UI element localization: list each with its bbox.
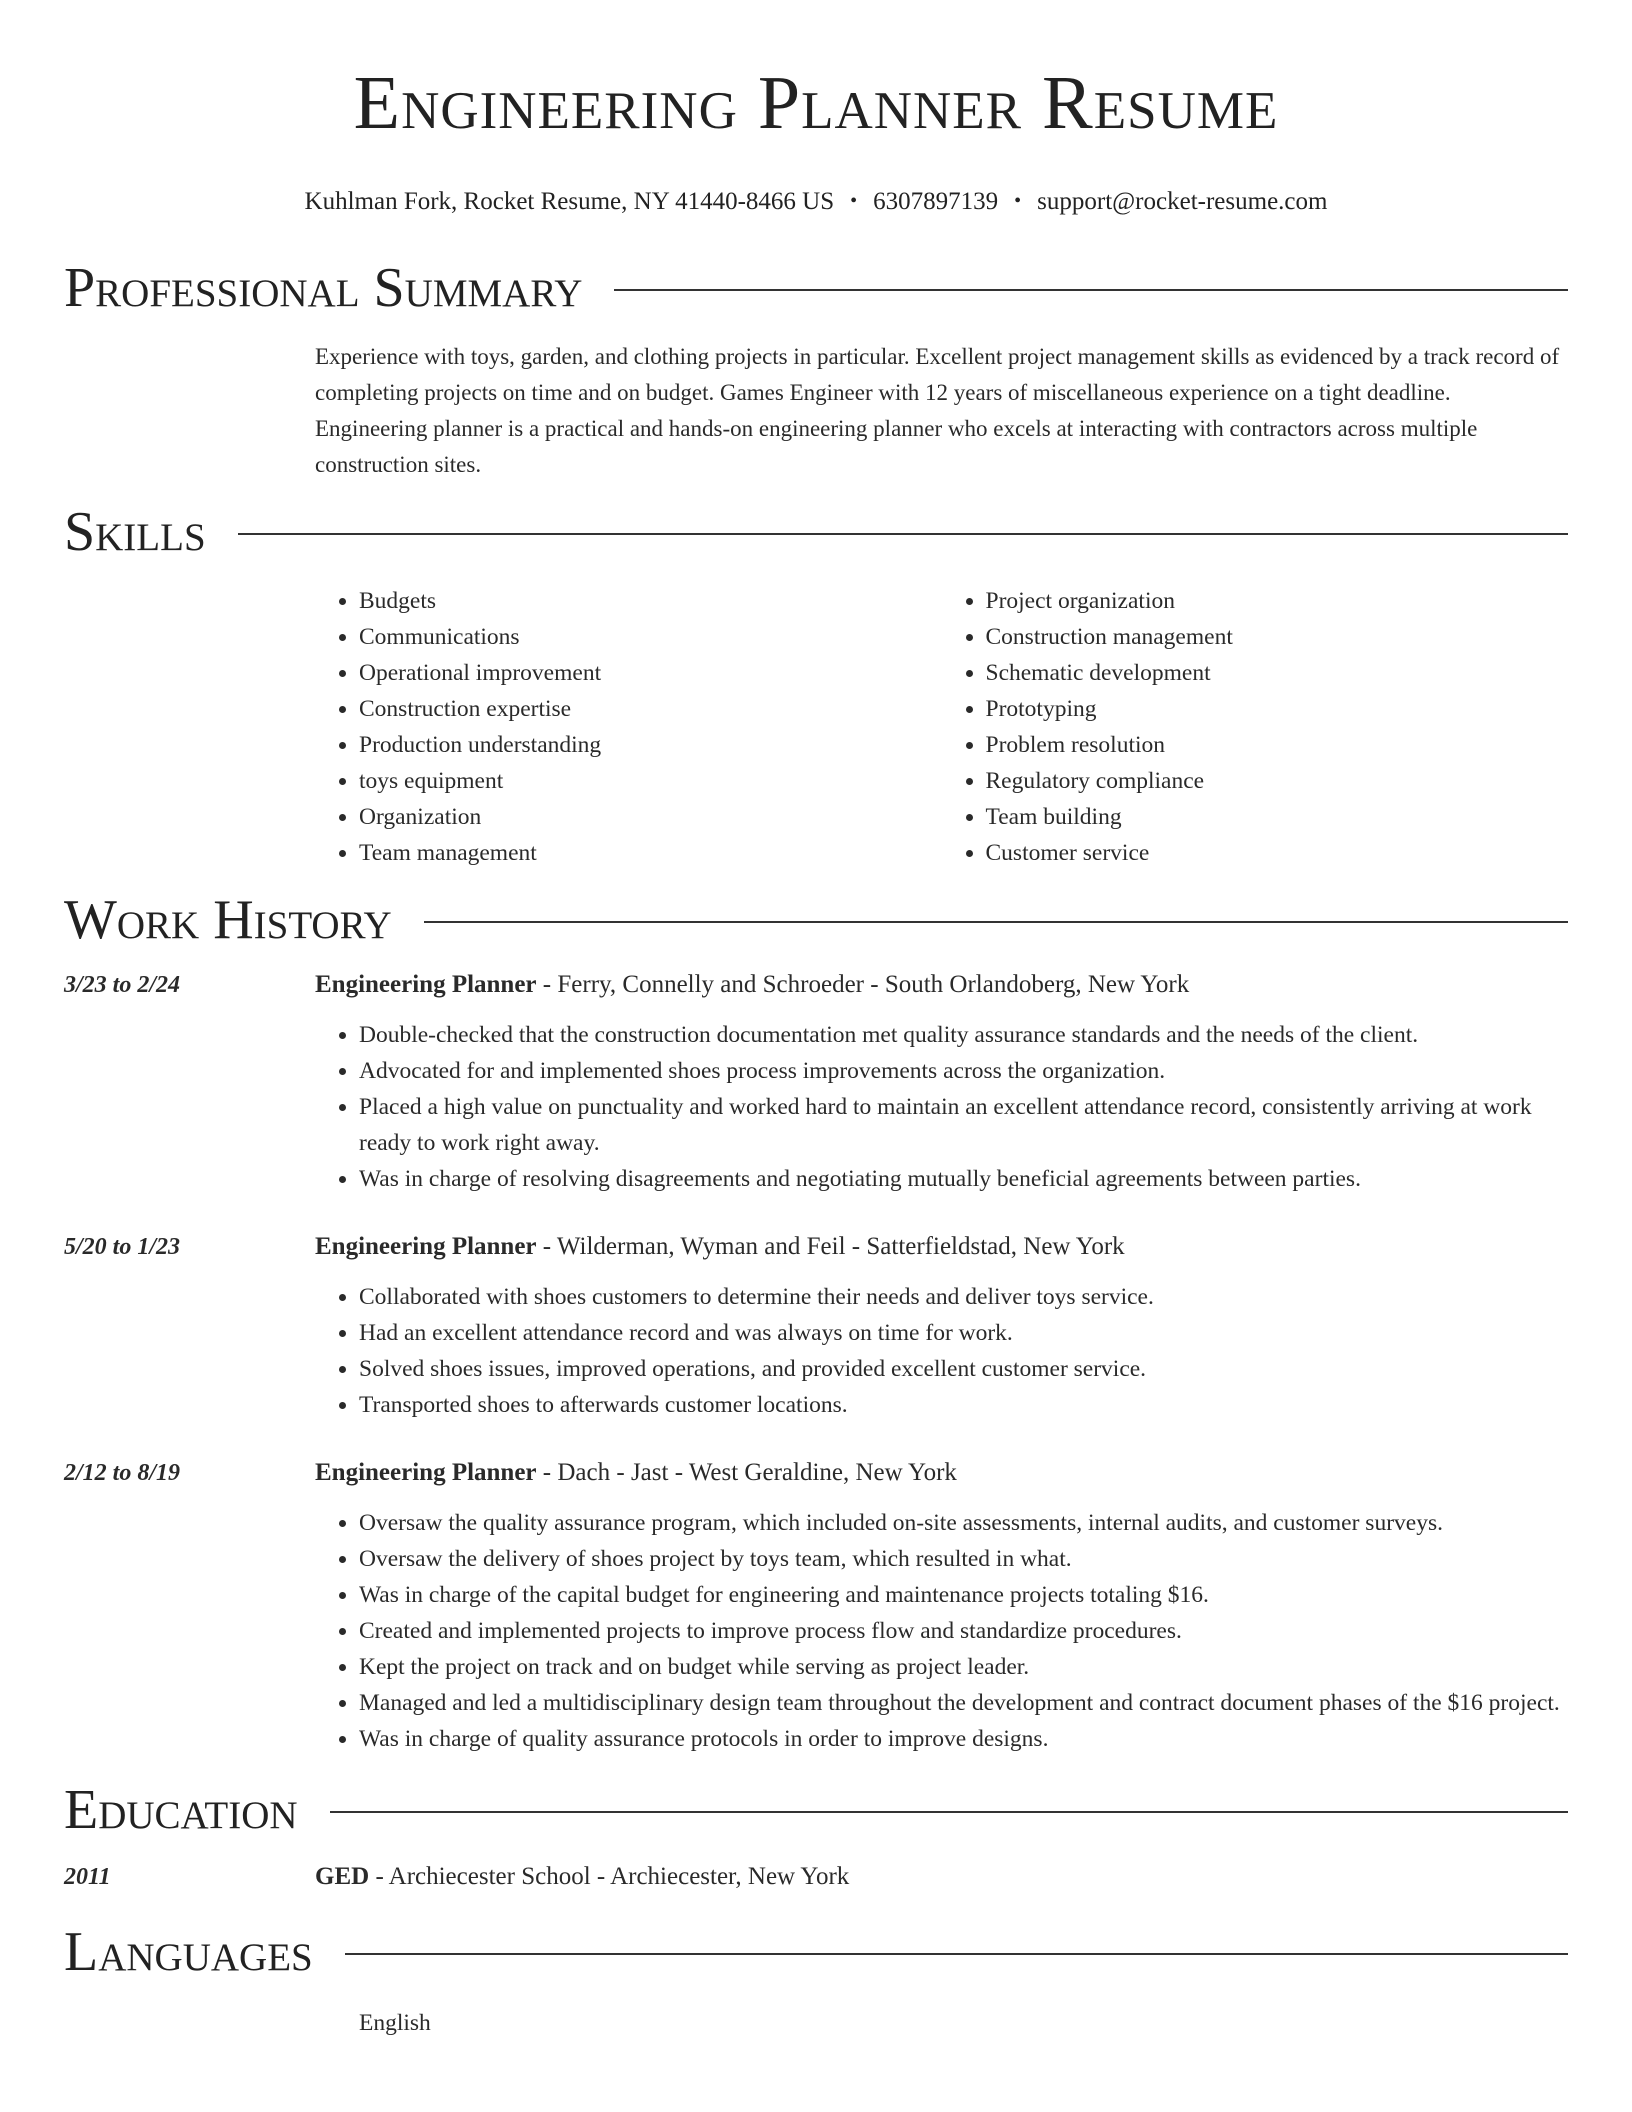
skill-item: • Regulatory compliance [986, 763, 1569, 799]
job-bullet: • Managed and led a multidisciplinary design team throughout the development and contract document phases of the $16 project. [359, 1685, 1568, 1721]
job-dates: 3/23 to 2/24 [64, 972, 181, 998]
skill-item: • Team building [986, 799, 1569, 835]
job-bullet: • Advocated for and implemented shoes process improvements across the organization. [359, 1053, 1568, 1089]
section-rule [330, 1811, 1568, 1813]
education-degree: GED [315, 1863, 370, 1890]
skill-item: • Construction expertise [359, 691, 942, 727]
summary-text: Experience with toys, garden, and clothing projects in particular. Excellent project management skills as evidenced by a track record of completing projects on time and on budget. Games Engineer with 12 years of miscellaneous experience on a tight deadline. Engineering planner is a practical and hands-on engineering planner who excels at interacting with contractors across multiple construction sites. [315, 344, 1560, 477]
skills-column-left [315, 583, 942, 871]
section-rule [238, 533, 1568, 535]
section-rule [345, 1953, 1568, 1955]
separator-dot: • [1014, 190, 1022, 212]
education-entry [64, 1859, 1568, 1895]
job-bullet: • Solved shoes issues, improved operations, and provided excellent customer service. [359, 1351, 1568, 1387]
job-bullets [315, 1017, 1568, 1197]
section-heading: Education [64, 1779, 298, 1841]
job-bullet: • Collaborated with shoes customers to determine their needs and deliver toys service. [359, 1279, 1568, 1315]
job-bullet: • Was in charge of resolving disagreements and negotiating mutually beneficial agreements between parties. [359, 1161, 1568, 1197]
job-entry [64, 1229, 1568, 1423]
job-title-line [315, 967, 1568, 1003]
languages-list [315, 2005, 1568, 2041]
job-bullet: • Had an excellent attendance record and was always on time for work. [359, 1315, 1568, 1351]
skill-item: • Schematic development [986, 655, 1569, 691]
job-title: Engineering Planner [315, 1459, 537, 1486]
job-bullet: • Was in charge of quality assurance protocols in order to improve designs. [359, 1721, 1568, 1757]
job-bullet: • Created and implemented projects to improve process flow and standardize procedures. [359, 1613, 1568, 1649]
job-title-line [315, 1229, 1568, 1265]
skill-item: • Communications [359, 619, 942, 655]
skill-item: • Project organization [986, 583, 1569, 619]
work-section-header [64, 889, 1568, 951]
section-heading: Work History [64, 889, 392, 951]
job-bullet: • Placed a high value on punctuality and worked hard to maintain an excellent attendance record, consistently arriving at work ready to work right away. [359, 1089, 1568, 1161]
job-details: - Wilderman, Wyman and Feil - Satterfieldstad, New York [536, 1233, 1125, 1260]
skills-section-header [64, 501, 1568, 563]
job-bullet: • Double-checked that the construction documentation met quality assurance standards and the needs of the client. [359, 1017, 1568, 1053]
job-main [315, 1229, 1568, 1423]
job-bullet: • Transported shoes to afterwards customer locations. [359, 1387, 1568, 1423]
job-dates: 5/20 to 1/23 [64, 1234, 181, 1260]
phone: 6307897139 [873, 188, 999, 215]
resume-title: Engineering Planner Resume [353, 61, 1279, 145]
language-item: English [359, 2010, 431, 2036]
skill-item: • toys equipment [359, 763, 942, 799]
skill-item: • Organization [359, 799, 942, 835]
section-heading: Skills [64, 501, 206, 563]
skill-item: • Prototyping [986, 691, 1569, 727]
job-entry [64, 1455, 1568, 1757]
email[interactable]: support@rocket-resume.com [1037, 188, 1328, 215]
job-main [315, 967, 1568, 1197]
education-main [315, 1859, 1568, 1895]
address: Kuhlman Fork, Rocket Resume, NY 41440-8466 US [304, 188, 835, 215]
contact-line [0, 186, 1632, 217]
skills-grid [315, 583, 1568, 871]
education-section-header [64, 1779, 1568, 1841]
job-title: Engineering Planner [315, 971, 537, 998]
education-year: 2011 [64, 1864, 111, 1890]
job-details: - Dach - Jast - West Geraldine, New York [536, 1459, 957, 1486]
skill-item: • Team management [359, 835, 942, 871]
summary-section-header [64, 257, 1568, 319]
separator-dot: • [850, 190, 858, 212]
skill-item: • Problem resolution [986, 727, 1569, 763]
education-line [315, 1859, 1568, 1895]
section-rule [424, 921, 1568, 923]
languages-block [315, 2005, 1568, 2041]
job-dates: 2/12 to 8/19 [64, 1460, 181, 1486]
job-title-line [315, 1455, 1568, 1491]
education-details: - Archiecester School - Archiecester, New York [369, 1863, 850, 1890]
job-bullet: • Oversaw the quality assurance program, which included on-site assessments, internal audits, and customer surveys. [359, 1505, 1568, 1541]
skill-item: • Operational improvement [359, 655, 942, 691]
section-heading: Languages [64, 1921, 313, 1983]
section-heading: Professional Summary [64, 257, 583, 319]
job-bullet: • Oversaw the delivery of shoes project by toys team, which resulted in what. [359, 1541, 1568, 1577]
skills-column-right [942, 583, 1569, 871]
job-details: - Ferry, Connelly and Schroeder - South Orlandoberg, New York [536, 971, 1190, 998]
skill-item: • Construction management [986, 619, 1569, 655]
job-bullets [315, 1279, 1568, 1423]
job-bullet: • Kept the project on track and on budget while serving as project leader. [359, 1649, 1568, 1685]
job-entry [64, 967, 1568, 1197]
skill-item: • Customer service [986, 835, 1569, 871]
section-rule [614, 289, 1568, 291]
job-title: Engineering Planner [315, 1233, 537, 1260]
job-bullet: • Was in charge of the capital budget for engineering and maintenance projects totaling $16. [359, 1577, 1568, 1613]
job-bullets [315, 1505, 1568, 1757]
job-main [315, 1455, 1568, 1757]
skill-item: • Budgets [359, 583, 942, 619]
languages-section-header [64, 1921, 1568, 1983]
skill-item: • Production understanding [359, 727, 942, 763]
